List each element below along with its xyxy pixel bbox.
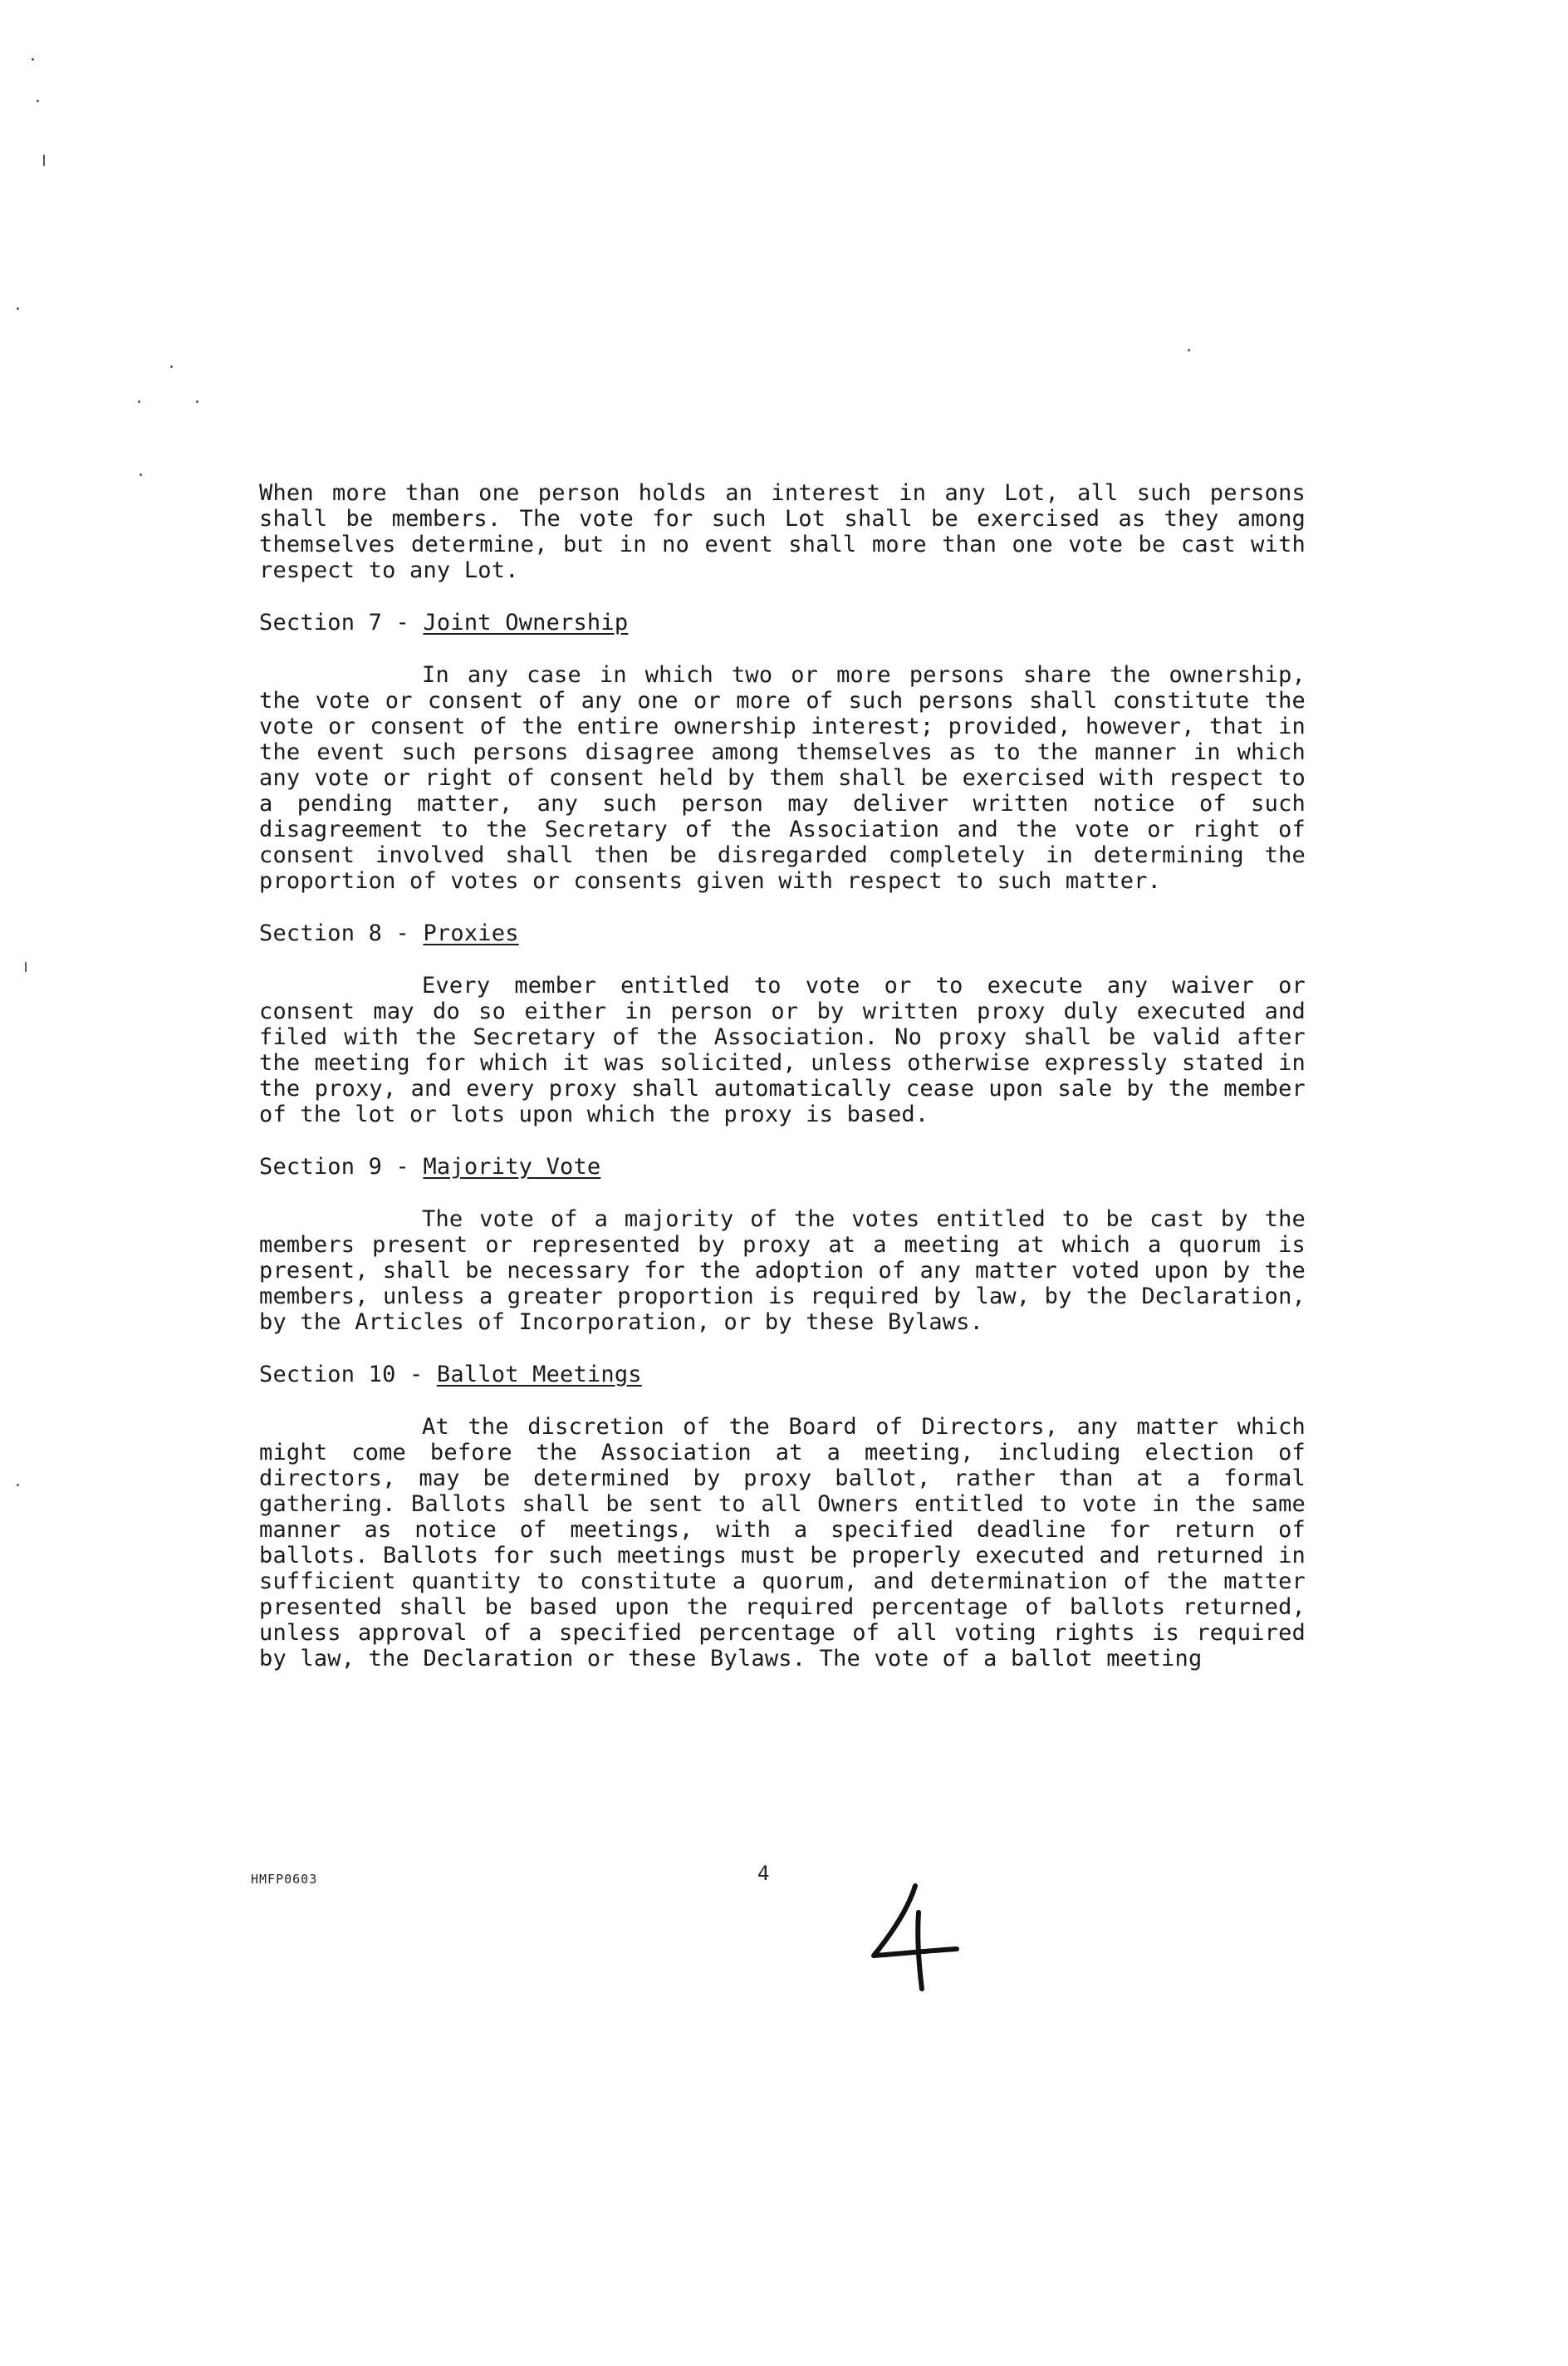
footer-page-number: 4 <box>757 1862 770 1885</box>
paragraph-members: When more than one person holds an interest in any Lot, all such persons shall be members. The vote for such Lot shall be exercised as they among themselves determine, but in no event shall more than one vote be cast with respect to any Lot. <box>259 480 1306 583</box>
scan-speck <box>138 400 140 403</box>
scan-speck <box>17 1484 19 1486</box>
section-9-heading <box>259 1154 1306 1180</box>
scan-speck <box>196 400 198 403</box>
scan-speck <box>25 962 27 972</box>
section-9-body: The vote of a majority of the votes entitled to be cast by the members present or represented by proxy at a meeting at which a quorum is present, shall be necessary for the adoption of any matter voted upon by the members, unless a greater proportion is required by law, by the Declaration, by the Articles of Incorporation, or by these Bylaws. <box>259 1206 1306 1335</box>
section-7-heading <box>259 610 1306 636</box>
section-7-label: Section 7 - <box>259 610 424 636</box>
section-8-heading <box>259 920 1306 946</box>
scan-speck <box>32 58 34 61</box>
footer-document-code: HMFP0603 <box>251 1872 318 1887</box>
section-10-title: Ballot Meetings <box>436 1362 642 1387</box>
section-7-body: In any case in which two or more persons share the ownership, the vote or consent of any one or more of such persons shall constitute the vote or consent of the entire ownership interest; provided, however, that in the event such persons disagree among themselves as to the manner in which any vote or right of consent held by them shall be exercised with respect to a pending matter, any such person may deliver written notice of such disagreement to the Secretary of the Association and the vote or right of consent involved shall then be disregarded completely in determining the proportion of votes or consents given with respect to such matter. <box>259 662 1306 894</box>
section-9-label: Section 9 - <box>259 1154 424 1180</box>
section-8-label: Section 8 - <box>259 920 424 946</box>
scan-speck <box>17 307 19 310</box>
section-10-heading <box>259 1362 1306 1387</box>
scan-speck <box>1188 349 1190 351</box>
section-7-title: Joint Ownership <box>423 610 629 636</box>
scan-speck <box>140 474 142 476</box>
scan-speck <box>170 366 173 368</box>
section-9-title: Majority Vote <box>423 1154 601 1180</box>
handwritten-page-number-icon <box>864 1879 963 1995</box>
scan-speck <box>37 100 39 102</box>
document-body <box>259 480 1306 1698</box>
section-8-body: Every member entitled to vote or to execute any waiver or consent may do so either in person or by written proxy duly executed and filed with the Secretary of the Association. No proxy shall be valid after the meeting for which it was solicited, unless otherwise expressly stated in the proxy, and every proxy shall automatically cease upon sale by the member of the lot or lots upon which the proxy is based. <box>259 973 1306 1127</box>
section-8-title: Proxies <box>423 920 519 946</box>
section-10-body: At the discretion of the Board of Directors, any matter which might come before the Association at a meeting, including election of directors, may be determined by proxy ballot, rather than at a formal gathering. Ballots shall be sent to all Owners entitled to vote in the same manner as notice of meetings, with a specified deadline for return of ballots. Ballots for such meetings must be properly executed and returned in sufficient quantity to constitute a quorum, and determination of the matter presented shall be based upon the required percentage of ballots returned, unless approval of a specified percentage of all voting rights is required by law, the Declaration or these Bylaws. The vote of a ballot meeting <box>259 1414 1306 1671</box>
scan-speck <box>43 155 45 166</box>
section-10-label: Section 10 - <box>259 1362 437 1387</box>
